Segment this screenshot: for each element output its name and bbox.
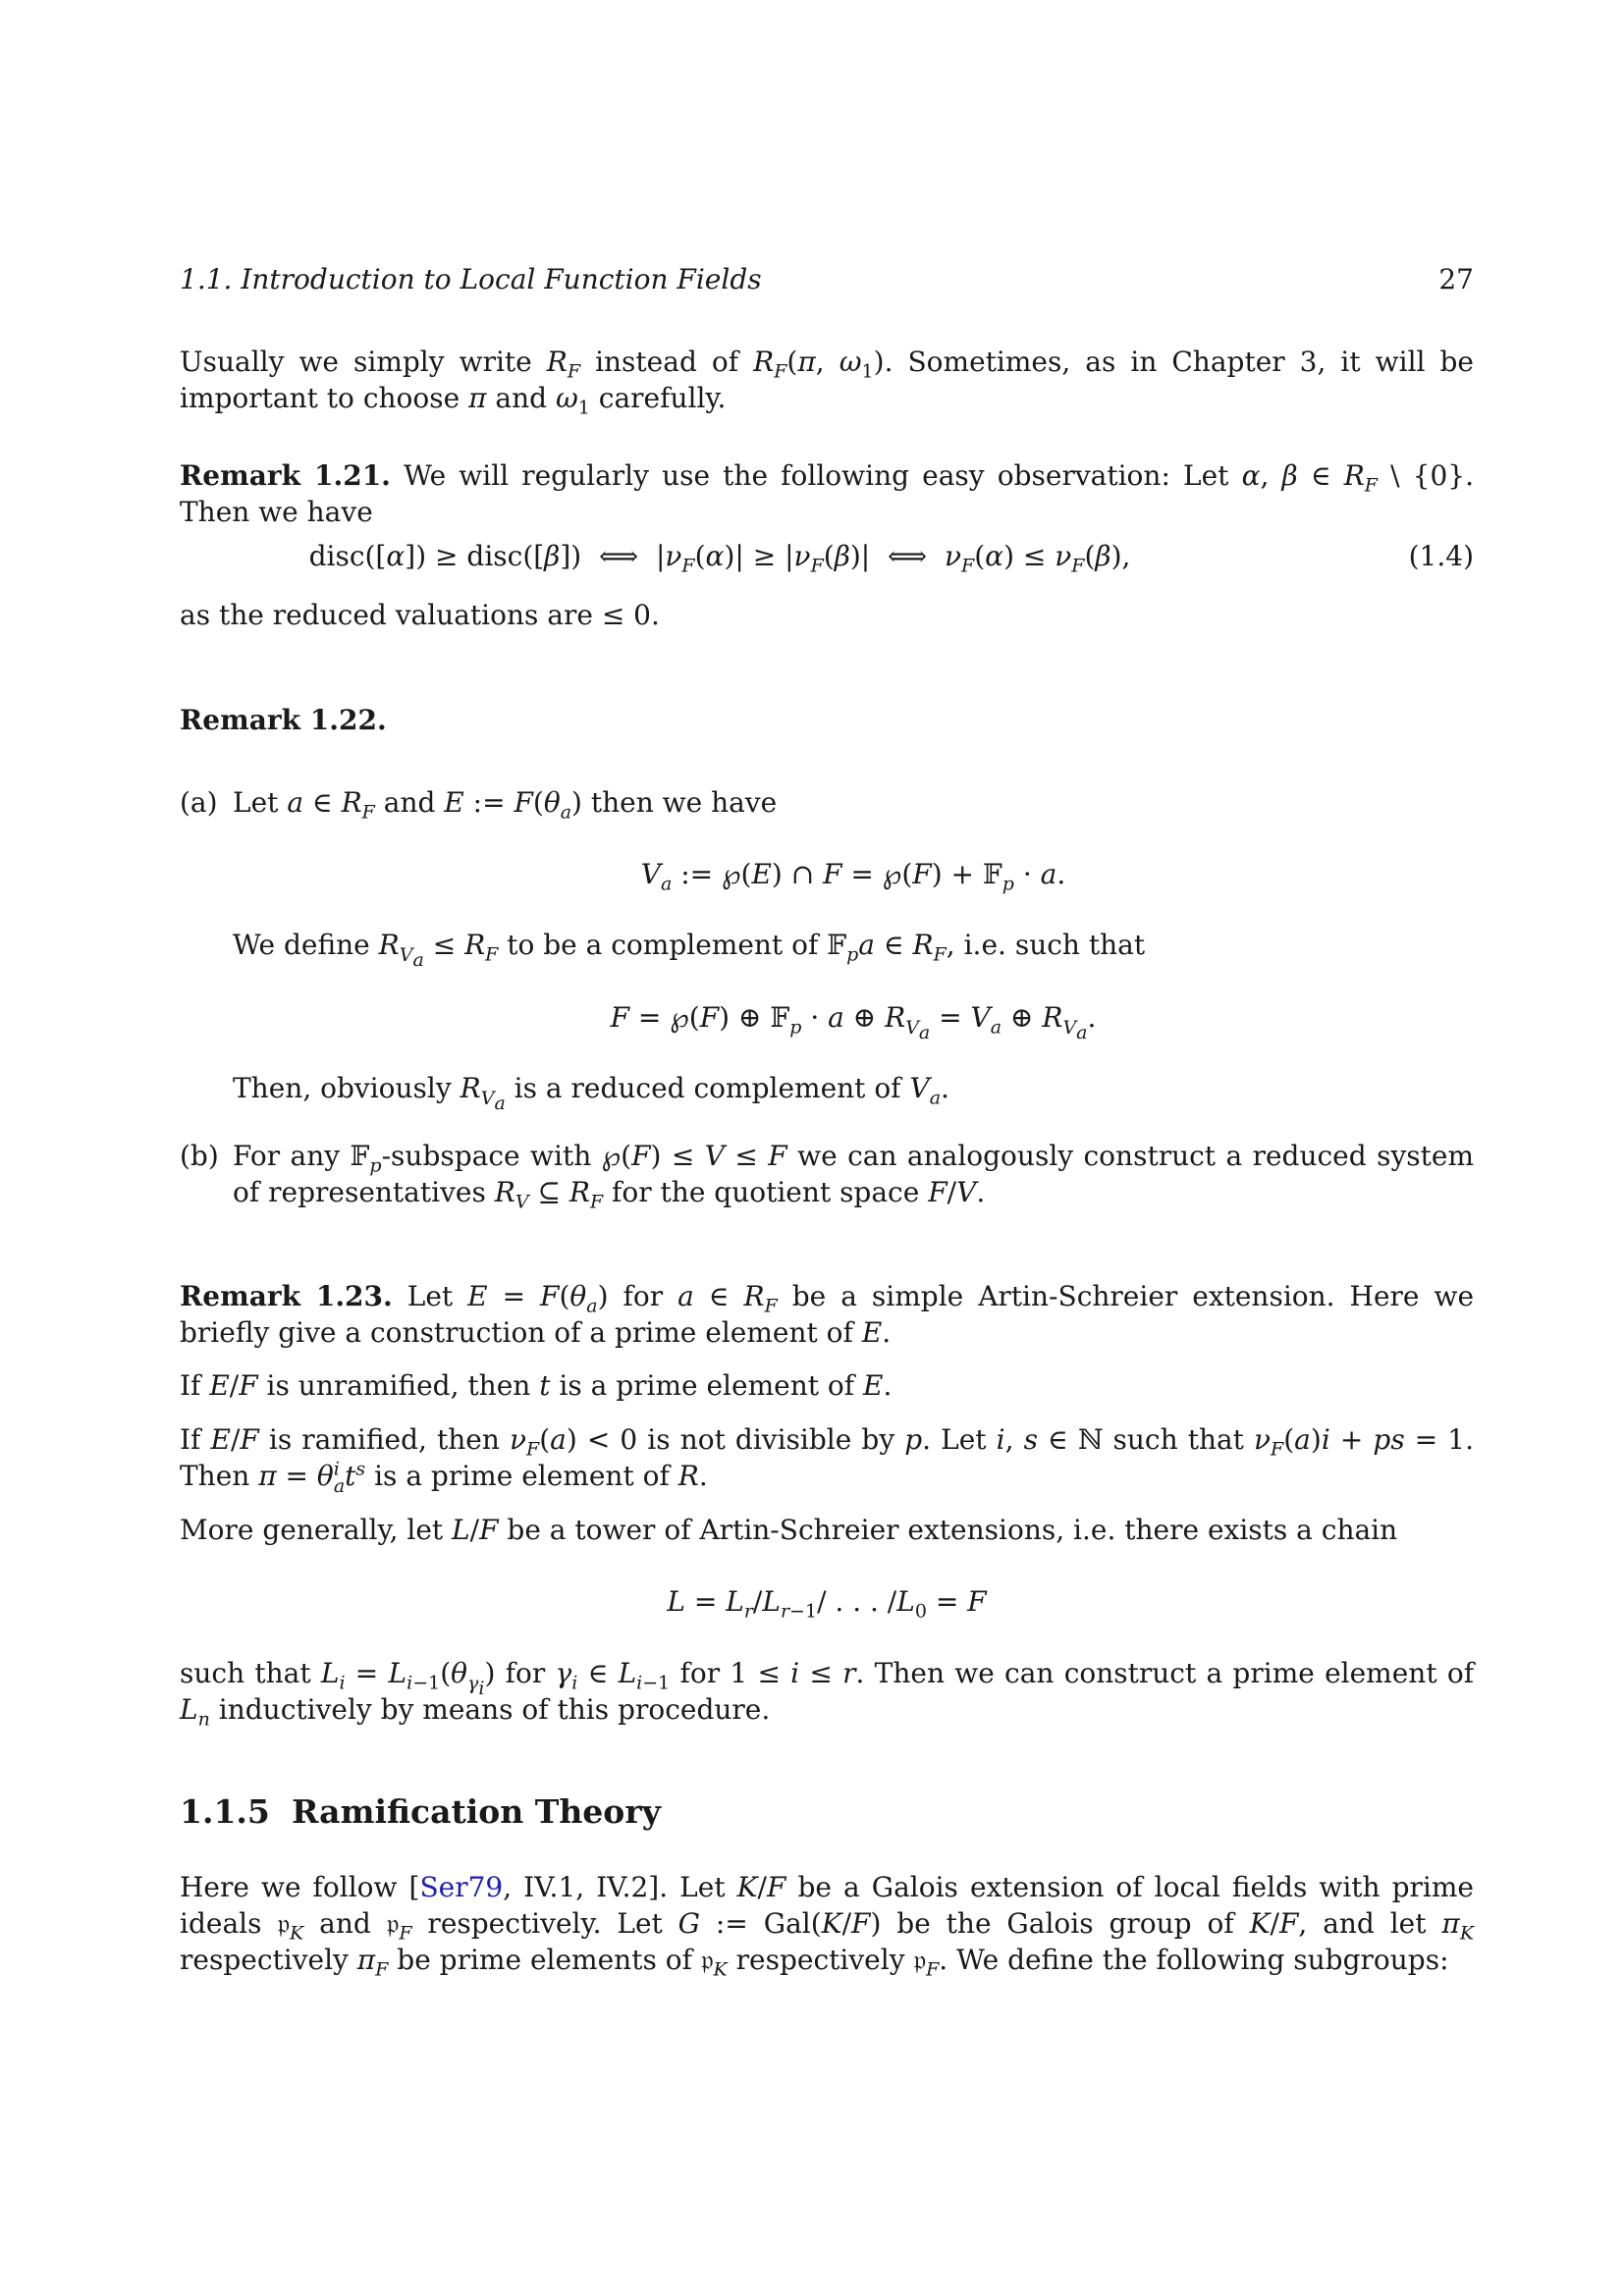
item-b-text: For any 𝔽$_p$-subspace with ℘(F) ≤ V ≤ F we can analogously construct a reduced system of representatives $R_V$ ⊆ $R_F$ for the quotient space F/V. bbox=[233, 1140, 1474, 1213]
equation-decomposition: F = ℘(F) ⊕ 𝔽$_p$ · a ⊕ $R_{V_a} = V_a$ ⊕ $R_{V_a}$. bbox=[610, 1001, 1097, 1043]
citation-link[interactable]: Ser79 bbox=[419, 1871, 504, 1903]
section-number: 1.1.5 bbox=[180, 1792, 270, 1831]
remark-1-23-unramified: If E/F is unramified, then t is a prime element of E. bbox=[180, 1369, 893, 1402]
item-a-text: Let a ∈ $R_F$ and E := $F(\theta_a)$ then we have bbox=[233, 786, 778, 824]
remark-1-23-inductive: such that $L_i = L_{i-1}(\theta_{\gamma_i})$ for $\gamma_i$ ∈ $L_{i-1}$ for 1 ≤ i ≤ r. Then we can construct a prime element of $L_n$ inductively by means of this procedure. bbox=[180, 1657, 1475, 1731]
equation-chain: $L = L_r/L_{r-1}/$ . . . $/L_0 = F$ bbox=[667, 1585, 987, 1623]
equation-1-4: disc([α]) ≥ disc([β]) ⟺ $|\nu_F(\alpha)| \ge |\nu_F(\beta)|$ ⟺ $\nu_F(\alpha) \le \nu_F(\beta)$, bbox=[308, 540, 1131, 577]
page-number: 27 bbox=[1438, 263, 1474, 295]
item-a-then: Then, obviously $R_{V_a}$ is a reduced complement of $V_a$. bbox=[233, 1072, 949, 1114]
running-title: 1.1. Introduction to Local Function Fields bbox=[180, 263, 762, 295]
remark-label: Remark 1.23. bbox=[180, 1280, 393, 1312]
remark-1-23-ramified: If E/F is ramified, then $\nu_F(a) < 0$ is not divisible by p. Let i, s ∈ ℕ such that $\nu_F(a)i$ + ps = 1. Then $\pi = \theta^i_at^s$ is a prime element of R. bbox=[180, 1423, 1475, 1497]
remark-1-23-tower: More generally, let L/F be a tower of Artin-Schreier extensions, i.e. there exists a chain bbox=[180, 1514, 1398, 1546]
section-heading bbox=[180, 1792, 661, 1832]
equation-va: $V_a$ := ℘(E) ∩ F = ℘(F) + 𝔽$_p$ · a. bbox=[640, 858, 1066, 895]
remark-1-23: Remark 1.23. Let $E = F(\theta_a)$ for a ∈ $R_F$ be a simple Artin-Schreier extension. Here we briefly give a construction of a prime element of E. bbox=[180, 1280, 1475, 1349]
item-a-label: (a) bbox=[180, 786, 218, 819]
remark-label: Remark 1.21. bbox=[180, 459, 391, 492]
intro-paragraph: Usually we simply write $R_F$ instead of $R_F(\pi$, $\omega_1$). Sometimes, as in Chapter 3, it will be important to choose π and $\omega_1$ carefully. bbox=[180, 346, 1475, 419]
running-header bbox=[180, 261, 1474, 297]
remark-1-21: Remark 1.21. We will regularly use the following easy observation: Let α, β ∈ $R_F$ \ {0}. Then we have bbox=[180, 459, 1475, 528]
equation-number: (1.4) bbox=[1408, 540, 1474, 572]
remark-1-21-after: as the reduced valuations are ≤ 0. bbox=[180, 599, 660, 631]
section-1-1-5-paragraph: Here we follow [Ser79, IV.1, IV.2]. Let K/F be a Galois extension of local fields with prime ideals 𝔭$_K$ and 𝔭$_F$ respectively. Let G := Gal(K/F) be the Galois group of K/F, and let $\pi_K$ respectively $\pi_F$ be prime elements of 𝔭$_K$ respectively 𝔭$_F$. We define the following subgroups: bbox=[180, 1871, 1475, 1981]
section-title: Ramification Theory bbox=[292, 1792, 661, 1831]
remark-1-22-label: Remark 1.22. bbox=[180, 704, 387, 736]
item-a-define: We define $R_{V_a} \le R_F$ to be a complement of 𝔽$_p$a ∈ $R_F$, i.e. such that bbox=[233, 929, 1146, 971]
item-b-label: (b) bbox=[180, 1140, 219, 1172]
